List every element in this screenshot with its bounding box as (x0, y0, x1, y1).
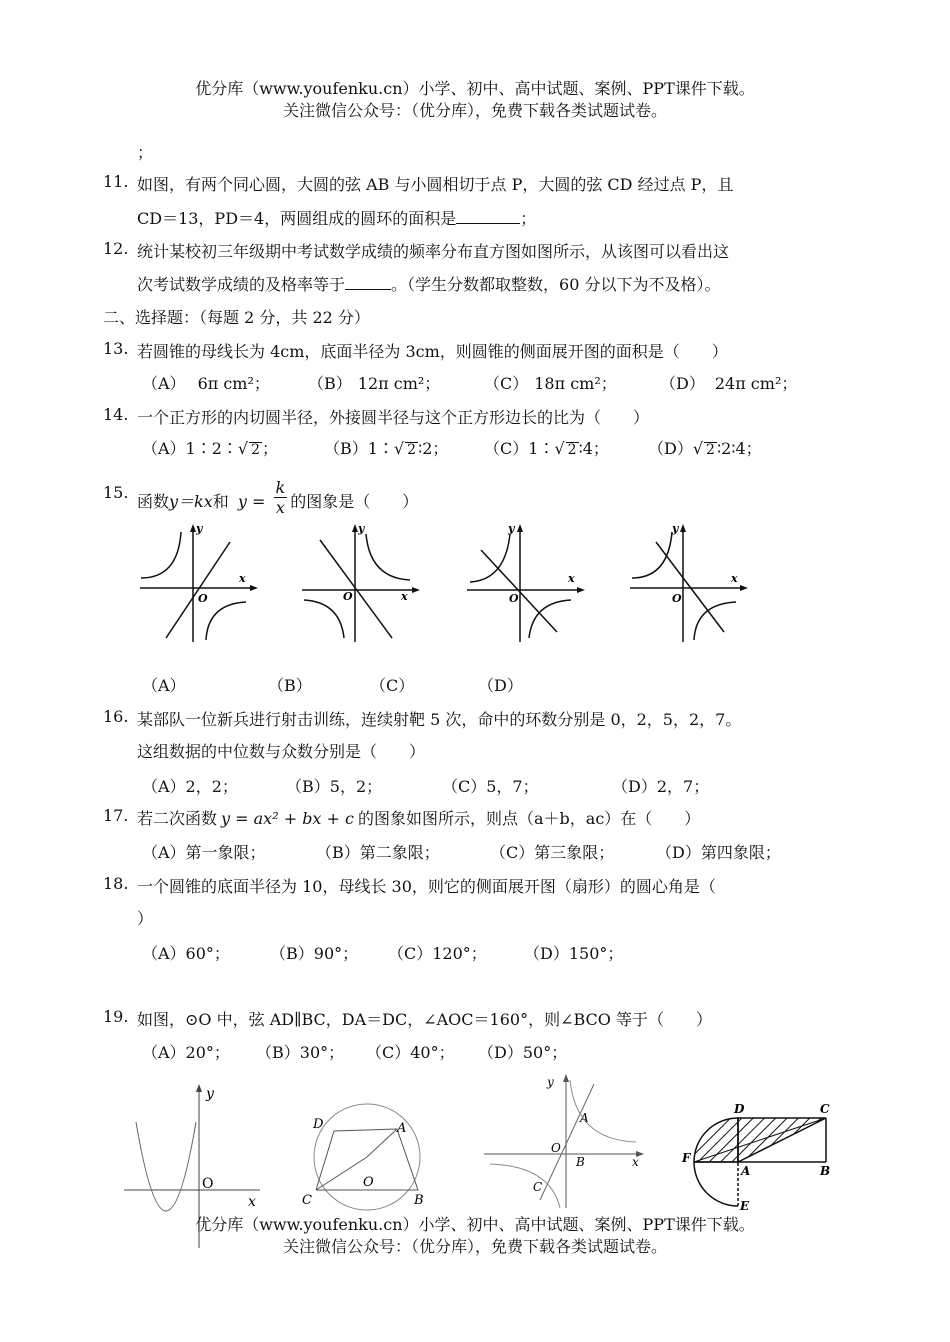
svg-text:C: C (820, 1102, 830, 1116)
q16-line1: 某部队一位新兵进行射击训练，连续射靶 5 次，命中的环数分别是 0，2，5，2，7。 (137, 710, 742, 729)
q15-fraction: $\frac{k}{x}$ (275, 478, 286, 517)
svg-text:E: E (740, 1199, 750, 1213)
header-line-1: 优分库（www.youfenku.cn）小学、初中、高中试题、案例、PPT课件下载。 (195, 79, 755, 98)
q14-option-c[interactable]: （C）1∶√ 2 ∶4； (484, 439, 609, 458)
q18-line2: ） (137, 909, 154, 928)
q16-option-b[interactable]: （B）5，2； (286, 777, 383, 796)
q18-option-b[interactable]: （B）90°； (270, 944, 359, 963)
q18-option-d[interactable]: （D）150°； (524, 944, 624, 963)
q19-option-b[interactable]: （B）30°； (256, 1043, 345, 1062)
svg-text:O: O (509, 592, 519, 605)
svg-text:O: O (551, 1141, 561, 1155)
q17-option-b[interactable]: （B）第二象限； (316, 843, 440, 862)
q14-option-b[interactable]: （B）1∶√ 2 ∶2； (324, 439, 449, 458)
q12-line2-pre: 次考试数学成绩的及格率等于 (137, 275, 346, 294)
footer-line-2: 关注微信公众号：（优分库），免费下载各类试题试卷。 (282, 1237, 667, 1256)
q19-number: 19. (103, 1007, 129, 1026)
svg-text:x: x (568, 572, 575, 585)
svg-text:O: O (198, 592, 208, 605)
q16-option-c[interactable]: （C）5，7； (442, 777, 539, 796)
section-2-heading: 二、选择题：（每题 2 分，共 22 分） (103, 308, 370, 327)
svg-text:y: y (196, 522, 203, 535)
hyperbola-figure (480, 1070, 655, 1210)
q16-option-a[interactable]: （A）2，2； (142, 777, 238, 796)
q15-text: 函数y＝kx和 y = $\frac{k}{x}$ 的图象是（ ） (137, 478, 419, 517)
svg-text:y: y (547, 1075, 554, 1089)
q17-option-a[interactable]: （A）第一象限； (142, 843, 266, 862)
q17-text: 若二次函数 y = ax² + bx + c 的图象如图所示，则点（a＋b，ac）在（ ） (137, 809, 701, 828)
svg-text:y: y (206, 1086, 214, 1102)
svg-text:x: x (632, 1155, 639, 1169)
q14-option-a[interactable]: （A）1∶2∶√ 2 ； (142, 439, 279, 458)
q12-answer-blank[interactable] (345, 275, 391, 290)
q13-option-a[interactable]: （A） 6π cm²； (142, 374, 270, 393)
svg-text:y: y (672, 522, 679, 535)
q16-line2: 这组数据的中位数与众数分别是（ ） (137, 742, 426, 761)
svg-text:x: x (239, 572, 246, 585)
footer-line-1: 优分库（www.youfenku.cn）小学、初中、高中试题、案例、PPT课件下载。 (195, 1215, 755, 1234)
svg-text:O: O (202, 1176, 214, 1192)
svg-text:O: O (363, 1175, 374, 1190)
q18-option-a[interactable]: （A）60°； (142, 944, 230, 963)
svg-text:D: D (313, 1117, 324, 1132)
q12-number: 12. (103, 239, 129, 258)
q15-option-a[interactable]: （A） (142, 676, 186, 695)
q17-number: 17. (103, 806, 129, 825)
svg-text:y: y (508, 522, 515, 535)
svg-text:B: B (820, 1164, 831, 1178)
q15-func1: y＝kx (169, 492, 213, 511)
q15-graph-c[interactable] (465, 520, 580, 645)
q11-line2 (137, 206, 536, 229)
q14-option-d[interactable]: （D）√ 2 ∶2∶4； (648, 439, 762, 458)
q15-option-b[interactable]: （B） (268, 676, 312, 695)
q14-text: 一个正方形的内切圆半径，外接圆半径与这个正方形边长的比为（ ） (137, 408, 650, 427)
stray-punctuation: ； (137, 143, 154, 162)
q11-line2-post: ； (520, 209, 537, 228)
q12-line1: 统计某校初三年级期中考试数学成绩的频率分布直方图如图所示，从该图可以看出这 (137, 242, 730, 261)
sector-figure (680, 1100, 840, 1215)
svg-text:B: B (414, 1193, 424, 1208)
q15-graph-b[interactable] (300, 520, 415, 645)
q19-text: 如图，⊙O 中，弦 AD∥BC，DA＝DC，∠AOC＝160°，则∠BCO 等于（ ） (137, 1010, 712, 1029)
svg-text:F: F (682, 1151, 691, 1165)
q19-option-d[interactable]: （D）50°； (478, 1043, 568, 1062)
svg-text:D: D (734, 1102, 745, 1116)
q15-y-eq: y = (237, 492, 266, 511)
svg-text:y: y (358, 522, 365, 535)
q15-number: 15. (103, 483, 129, 502)
svg-text:B: B (576, 1155, 585, 1169)
q17-option-d[interactable]: （D）第四象限； (656, 843, 781, 862)
q15-graph-a[interactable] (138, 520, 253, 645)
circle-figure (300, 1110, 435, 1210)
q11-answer-blank[interactable] (456, 209, 520, 224)
svg-text:A: A (397, 1121, 407, 1136)
svg-text:x: x (401, 590, 408, 603)
q13-text: 若圆锥的母线长为 4cm，底面半径为 3cm，则圆锥的侧面展开图的面积是（ ） (137, 342, 728, 361)
q11-number: 11. (103, 172, 129, 191)
q11-line1: 如图，有两个同心圆，大圆的弦 AB 与小圆相切于点 P，大圆的弦 CD 经过点 P，且 (137, 175, 734, 194)
svg-text:O: O (672, 592, 682, 605)
q16-option-d[interactable]: （D）2，7； (612, 777, 710, 796)
q13-option-c[interactable]: （C） 18π cm²； (484, 374, 617, 393)
q12-line2-post: 。（学生分数都取整数，60 分以下为不及格）。 (391, 275, 721, 294)
q18-line1: 一个圆锥的底面半径为 10，母线长 30，则它的侧面展开图（扇形）的圆心角是（ (137, 877, 716, 896)
q11-line2-pre: CD＝13，PD＝4，两圆组成的圆环的面积是 (137, 209, 457, 228)
q15-option-c[interactable]: （C） (370, 676, 415, 695)
svg-text:C: C (302, 1193, 312, 1208)
svg-text:x: x (248, 1194, 256, 1210)
q16-number: 16. (103, 707, 129, 726)
q15-graph-d[interactable] (628, 520, 743, 645)
q15-option-d[interactable]: （D） (478, 676, 523, 695)
svg-text:C: C (533, 1180, 543, 1194)
header-line-2: 关注微信公众号：（优分库），免费下载各类试题试卷。 (282, 101, 667, 120)
q13-option-b[interactable]: （B） 12π cm²； (308, 374, 441, 393)
q14-number: 14. (103, 405, 129, 424)
svg-text:O: O (343, 590, 353, 603)
q19-option-a[interactable]: （A）20°； (142, 1043, 230, 1062)
svg-text:A: A (741, 1164, 751, 1178)
q18-number: 18. (103, 874, 129, 893)
q17-option-c[interactable]: （C）第三象限； (490, 843, 615, 862)
q13-option-d[interactable]: （D） 24π cm²； (660, 374, 798, 393)
q17-formula: y = ax² + bx + c (221, 809, 354, 828)
q13-number: 13. (103, 339, 129, 358)
q18-option-c[interactable]: （C）120°； (388, 944, 487, 963)
q12-line2 (137, 272, 720, 295)
q19-option-c[interactable]: （C）40°； (366, 1043, 455, 1062)
svg-text:x: x (731, 572, 738, 585)
svg-text:A: A (580, 1111, 589, 1125)
